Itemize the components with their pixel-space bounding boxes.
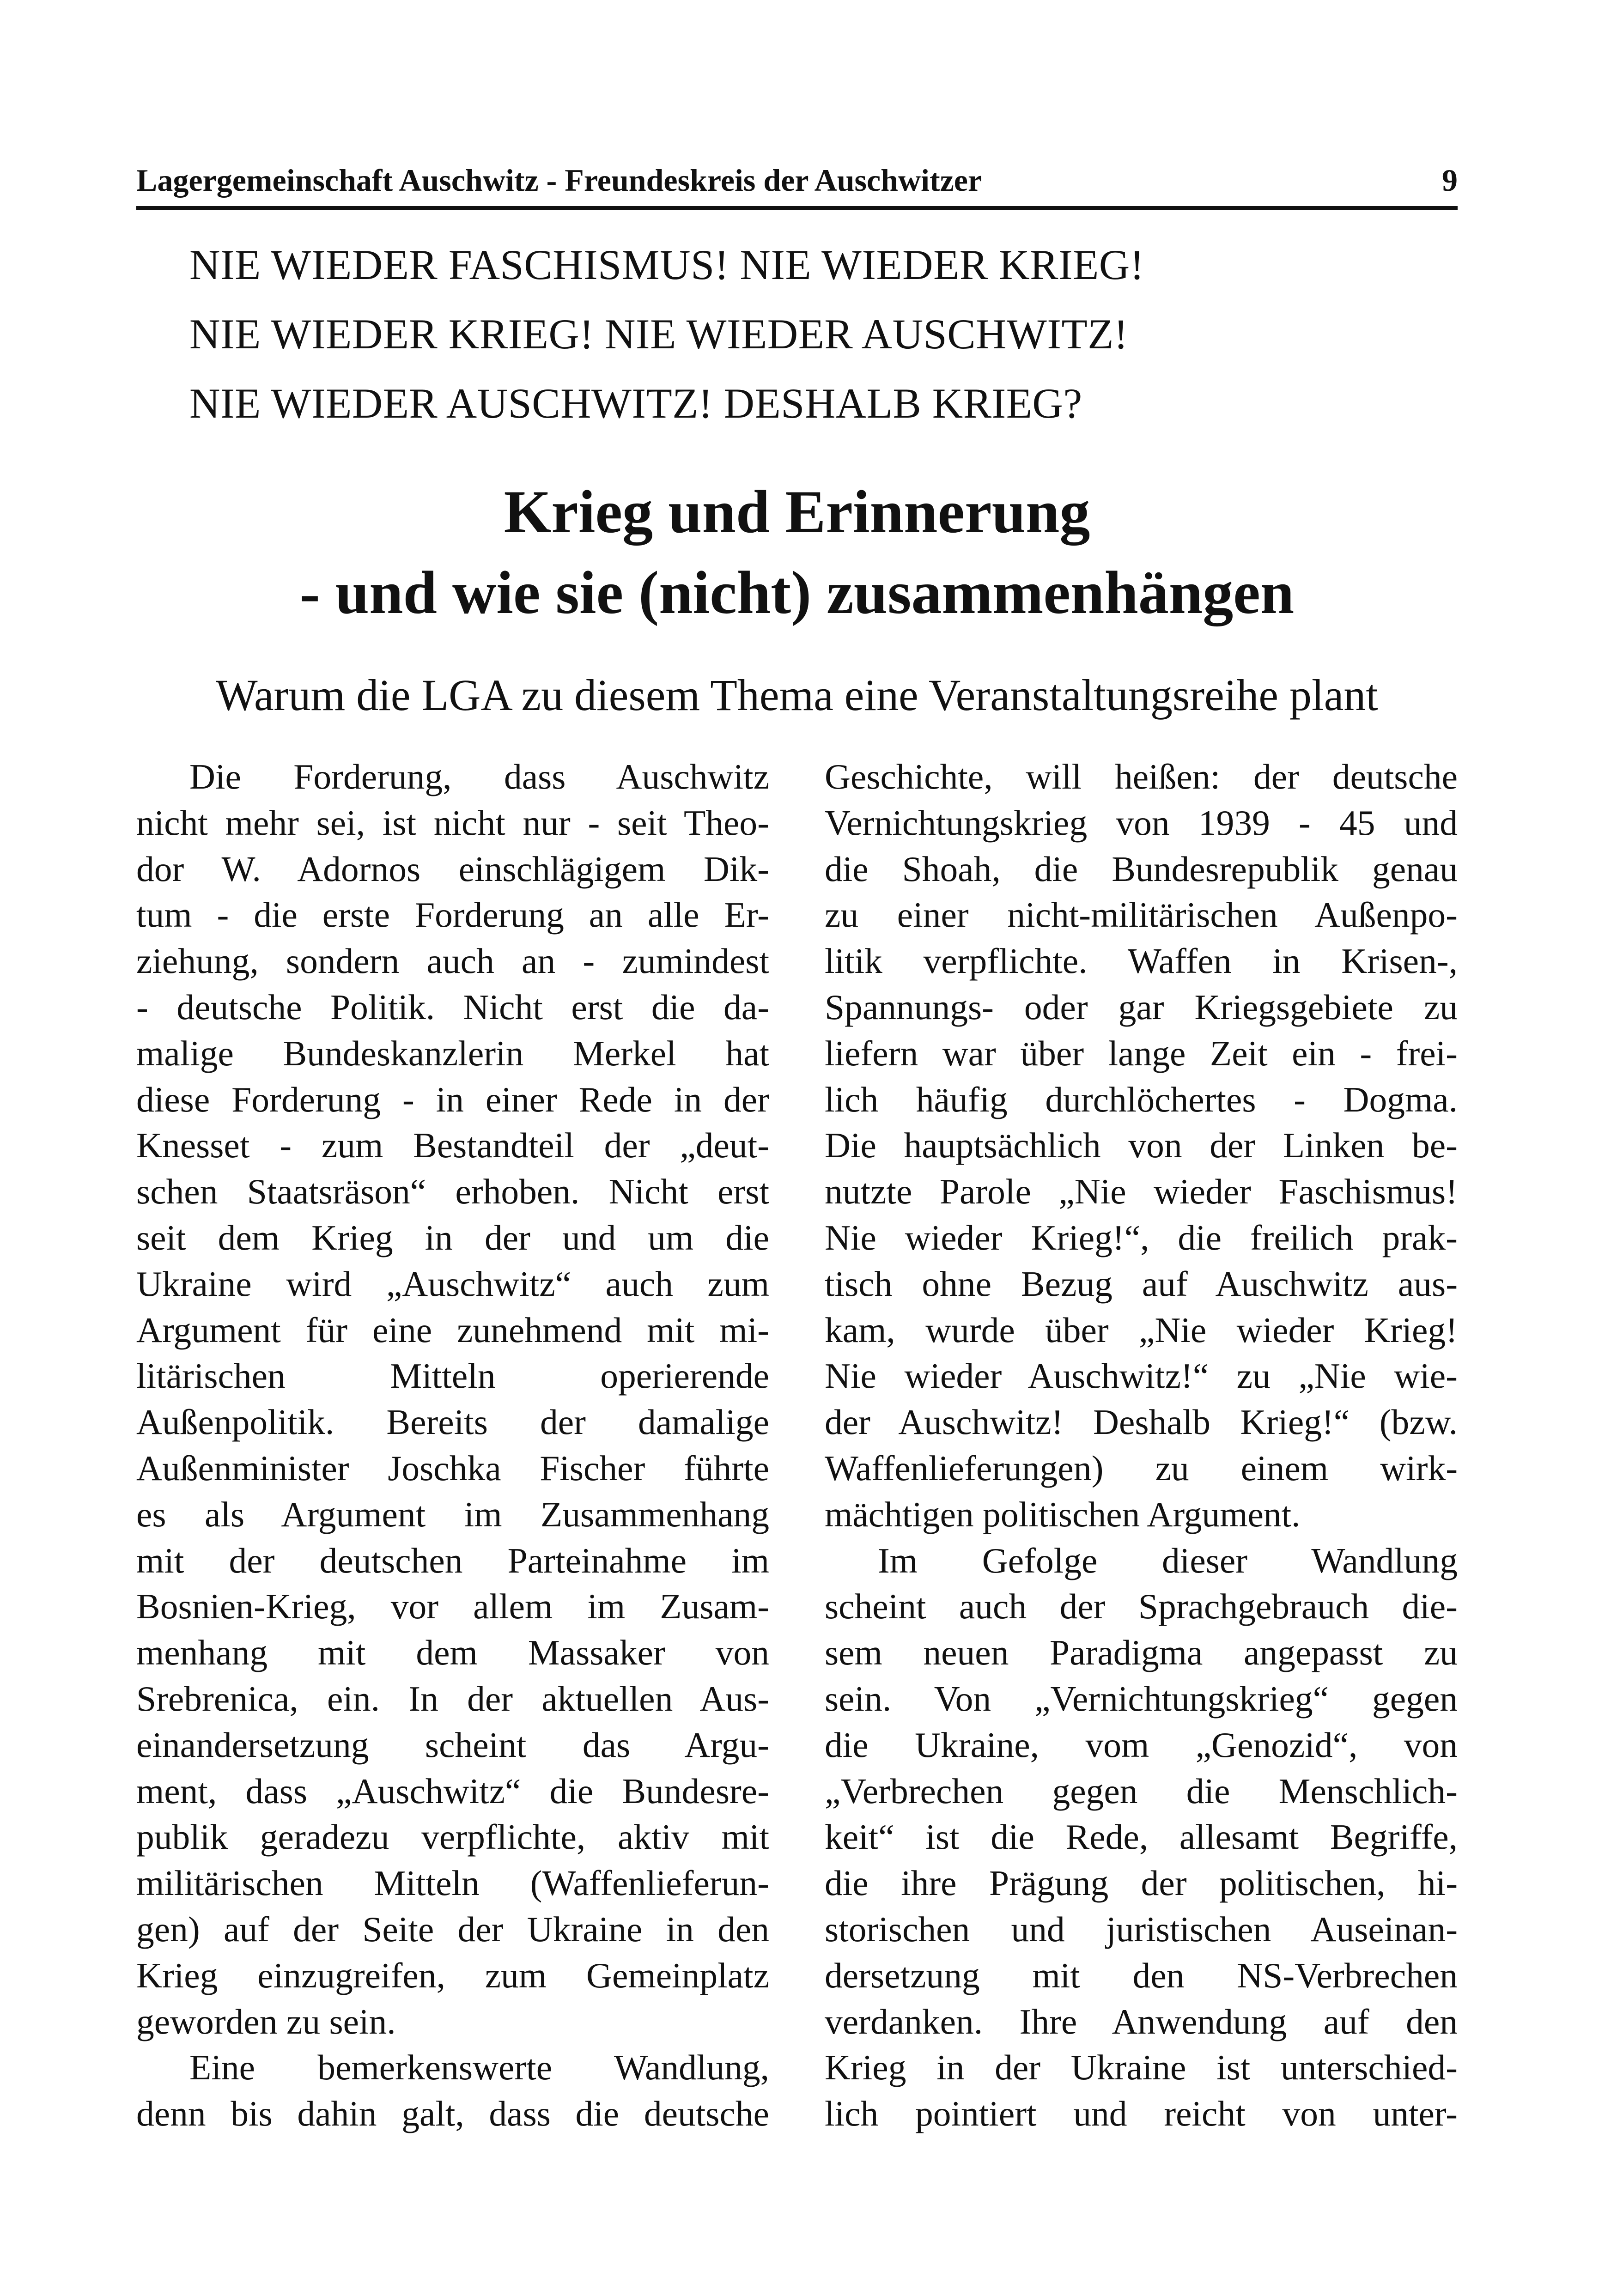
running-title: Lagergemeinschaft Auschwitz - Freundeskreis der Auschwitzer: [136, 163, 982, 198]
text-line: sem neuen Paradigma angepasst zu: [825, 1633, 1458, 1673]
slogan-line: NIE WIEDER FASCHISMUS! NIE WIEDER KRIEG!: [189, 241, 1144, 288]
text-line: Argument für eine zunehmend mit mi-: [136, 1310, 769, 1350]
text-line: nutzte Parole „Nie wieder Faschismus!: [825, 1172, 1458, 1212]
text-line: sein. Von „Vernichtungskrieg“ gegen: [825, 1678, 1458, 1719]
text-line: nicht mehr sei, ist nicht nur - seit Theo-: [136, 802, 769, 843]
slogan-line: NIE WIEDER KRIEG! NIE WIEDER AUSCHWITZ!: [189, 310, 1129, 358]
text-line: diese Forderung - in einer Rede in der: [136, 1079, 769, 1119]
text-line: seit dem Krieg in der und um die: [136, 1217, 769, 1257]
text-line: mit der deutschen Parteinahme im: [136, 1540, 769, 1580]
text-line: dor W. Adornos einschlägigem Dik-: [136, 849, 769, 889]
text-line: ment, dass „Auschwitz“ die Bundesre-: [136, 1771, 769, 1811]
text-line: dersetzung mit den NS-Verbrechen: [825, 1955, 1458, 1995]
article-title: [136, 471, 1458, 633]
text-line: Spannungs- oder gar Kriegsgebiete zu: [825, 987, 1458, 1027]
text-line: litärischen Mitteln operierende: [136, 1356, 769, 1396]
text-line: zu einer nicht-militärischen Außenpo-: [825, 895, 1458, 935]
title-line: Krieg und Erinnerung: [504, 478, 1090, 546]
text-line: tisch ohne Bezug auf Auschwitz aus-: [825, 1263, 1458, 1304]
text-line: litik verpflichte. Waffen in Krisen-,: [825, 941, 1458, 981]
text-line: ziehung, sondern auch an - zumindest: [136, 941, 769, 981]
text-line: Krieg in der Ukraine ist unterschied-: [825, 2047, 1458, 2088]
text-line: Waffenlieferungen) zu einem wirk-: [825, 1448, 1458, 1488]
text-line: schen Staatsräson“ erhoben. Nicht erst: [136, 1172, 769, 1212]
page-number: 9: [1442, 163, 1458, 198]
text-line: malige Bundeskanzlerin Merkel hat: [136, 1033, 769, 1073]
article-subtitle: Warum die LGA zu diesem Thema eine Veranstaltungsreihe plant: [216, 670, 1378, 720]
text-line: mächtigen politischen Argument.: [825, 1494, 1301, 1534]
running-header: [136, 159, 1458, 210]
text-line: Die Forderung, dass Auschwitz: [189, 757, 769, 796]
text-line: Vernichtungskrieg von 1939 - 45 und: [825, 802, 1458, 843]
text-line: militärischen Mitteln (Waffenlieferun-: [136, 1863, 769, 1903]
text-line: verdanken. Ihre Anwendung auf den: [825, 2001, 1458, 2041]
text-line: publik geradezu verpflichte, aktiv mit: [136, 1817, 769, 1857]
text-line: es als Argument im Zusammenhang: [136, 1494, 769, 1534]
text-line: der Auschwitz! Deshalb Krieg!“ (bzw.: [825, 1402, 1458, 1442]
text-line: menhang mit dem Massaker von: [136, 1633, 769, 1673]
text-line: kam, wurde über „Nie wieder Krieg!: [825, 1310, 1458, 1350]
text-line: Geschichte, will heißen: der deutsche: [825, 757, 1458, 796]
text-line: Bosnien-Krieg, vor allem im Zusam-: [136, 1586, 769, 1627]
text-line: Eine bemerkenswerte Wandlung,: [189, 2047, 769, 2088]
text-line: denn bis dahin galt, dass die deutsche: [136, 2094, 769, 2134]
slogan-line: NIE WIEDER AUSCHWITZ! DESHALB KRIEG?: [189, 380, 1082, 427]
text-line: lich häufig durchlöchertes - Dogma.: [825, 1079, 1458, 1119]
text-line: die Ukraine, vom „Genozid“, von: [825, 1725, 1458, 1765]
text-line: scheint auch der Sprachgebrauch die-: [825, 1586, 1458, 1627]
text-line: Im Gefolge dieser Wandlung: [878, 1540, 1458, 1580]
text-line: die ihre Prägung der politischen, hi-: [825, 1863, 1458, 1903]
text-line: Nie wieder Krieg!“, die freilich prak-: [825, 1217, 1458, 1257]
text-line: „Verbrechen gegen die Menschlich-: [825, 1771, 1458, 1811]
text-line: einandersetzung scheint das Argu-: [136, 1725, 769, 1765]
text-line: Außenpolitik. Bereits der damalige: [136, 1402, 769, 1442]
text-line: storischen und juristischen Auseinan-: [825, 1909, 1458, 1949]
text-line: Knesset - zum Bestandteil der „deut-: [136, 1125, 769, 1166]
slogan-block: [189, 230, 1437, 438]
text-line: liefern war über lange Zeit ein - frei-: [825, 1033, 1458, 1073]
title-line: - und wie sie (nicht) zusammenhängen: [299, 559, 1295, 626]
text-line: Außenminister Joschka Fischer führte: [136, 1448, 769, 1488]
text-line: Nie wieder Auschwitz!“ zu „Nie wie-: [825, 1356, 1458, 1396]
text-line: geworden zu sein.: [136, 2001, 396, 2041]
text-line: keit“ ist die Rede, allesamt Begriffe,: [825, 1817, 1458, 1857]
text-line: gen) auf der Seite der Ukraine in den: [136, 1909, 769, 1949]
text-line: lich pointiert und reicht von unter-: [825, 2094, 1458, 2134]
right-column: [825, 754, 1458, 2137]
text-line: Srebrenica, ein. In der aktuellen Aus-: [136, 1678, 769, 1719]
text-line: Krieg einzugreifen, zum Gemeinplatz: [136, 1955, 769, 1995]
text-line: - deutsche Politik. Nicht erst die da-: [136, 987, 769, 1027]
text-line: Die hauptsächlich von der Linken be-: [825, 1125, 1458, 1166]
text-line: die Shoah, die Bundesrepublik genau: [825, 849, 1458, 889]
text-line: tum - die erste Forderung an alle Er-: [136, 895, 769, 935]
text-line: Ukraine wird „Auschwitz“ auch zum: [136, 1263, 769, 1304]
left-column: [136, 754, 769, 2137]
